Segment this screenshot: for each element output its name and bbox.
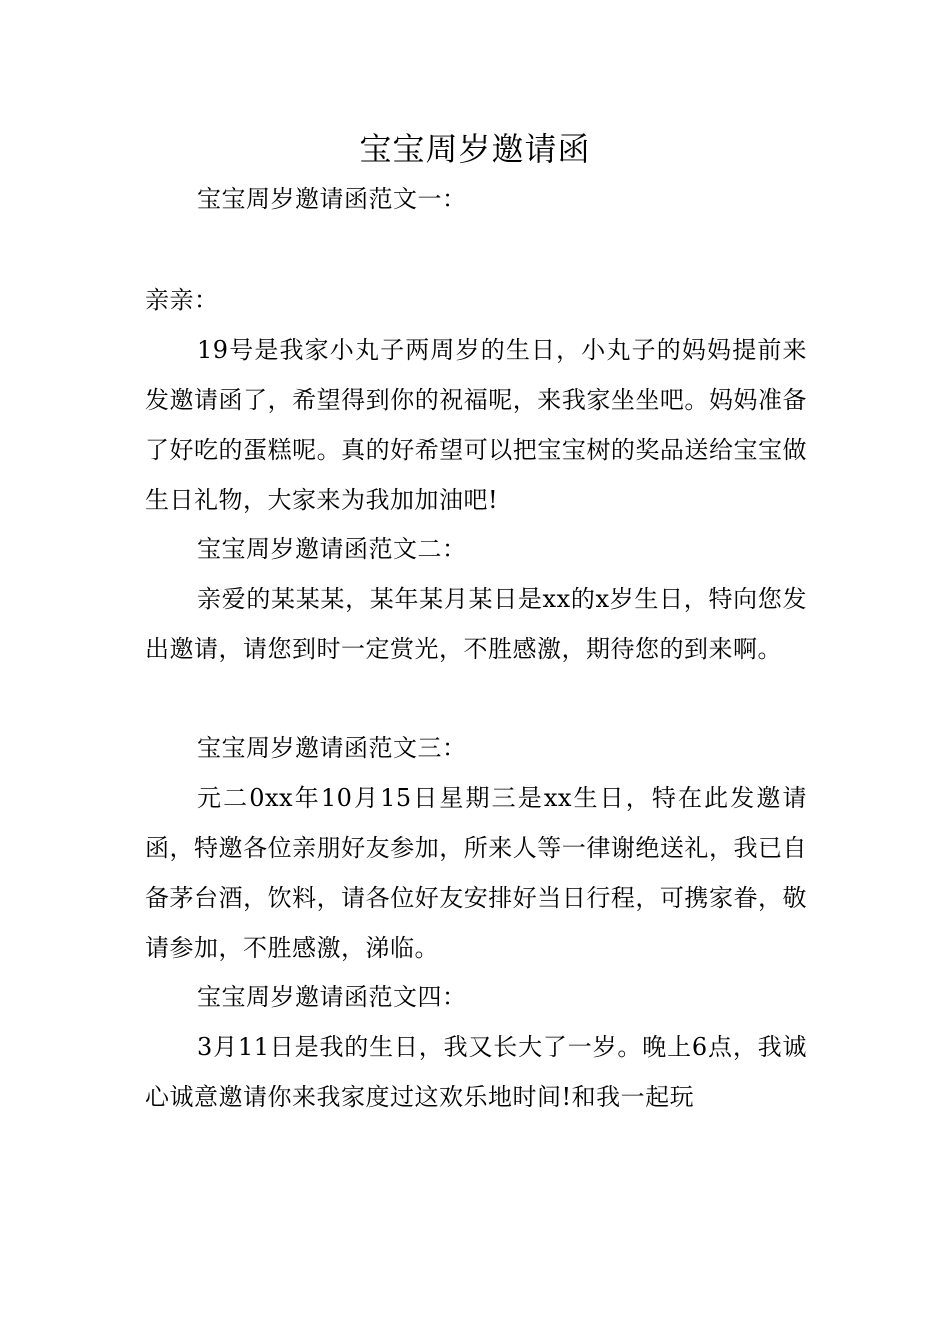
section-paragraph-4: 3月11日是我的生日，我又长大了一岁。晚上6点，我诚心诚意邀请你来我家度过这欢乐地时间!和我一起玩 [145, 1033, 807, 1111]
section-heading-4: 宝宝周岁邀请函范文四： [197, 983, 467, 1011]
section-heading-3: 宝宝周岁邀请函范文三： [197, 734, 467, 762]
salutation: 亲亲： [145, 286, 219, 314]
section-paragraph-1: 19号是我家小丸子两周岁的生日，小丸子的妈妈提前来发邀请函了，希望得到你的祝福呢，来我家坐坐吧。妈妈准备了好吃的蛋糕呢。真的好希望可以把宝宝树的奖品送给宝宝做生日礼物，大家来为我加加油吧! [145, 336, 807, 514]
section-paragraph-3: 元二0xx年10月15日星期三是xx生日，特在此发邀请函，特邀各位亲朋好友参加，所来人等一律谢绝送礼，我已自备茅台酒，饮料，请各位好友安排好当日行程，可携家眷，敬请参加，不胜感激，涕临。 [145, 784, 807, 962]
section-heading-2: 宝宝周岁邀请函范文二： [197, 535, 467, 563]
section-heading-1: 宝宝周岁邀请函范文一： [197, 185, 467, 213]
section-paragraph-2: 亲爱的某某某，某年某月某日是xx的x岁生日，特向您发出邀请，请您到时一定赏光，不胜感激，期待您的到来啊。 [145, 585, 807, 663]
document-title: 宝宝周岁邀请函 [359, 130, 591, 168]
